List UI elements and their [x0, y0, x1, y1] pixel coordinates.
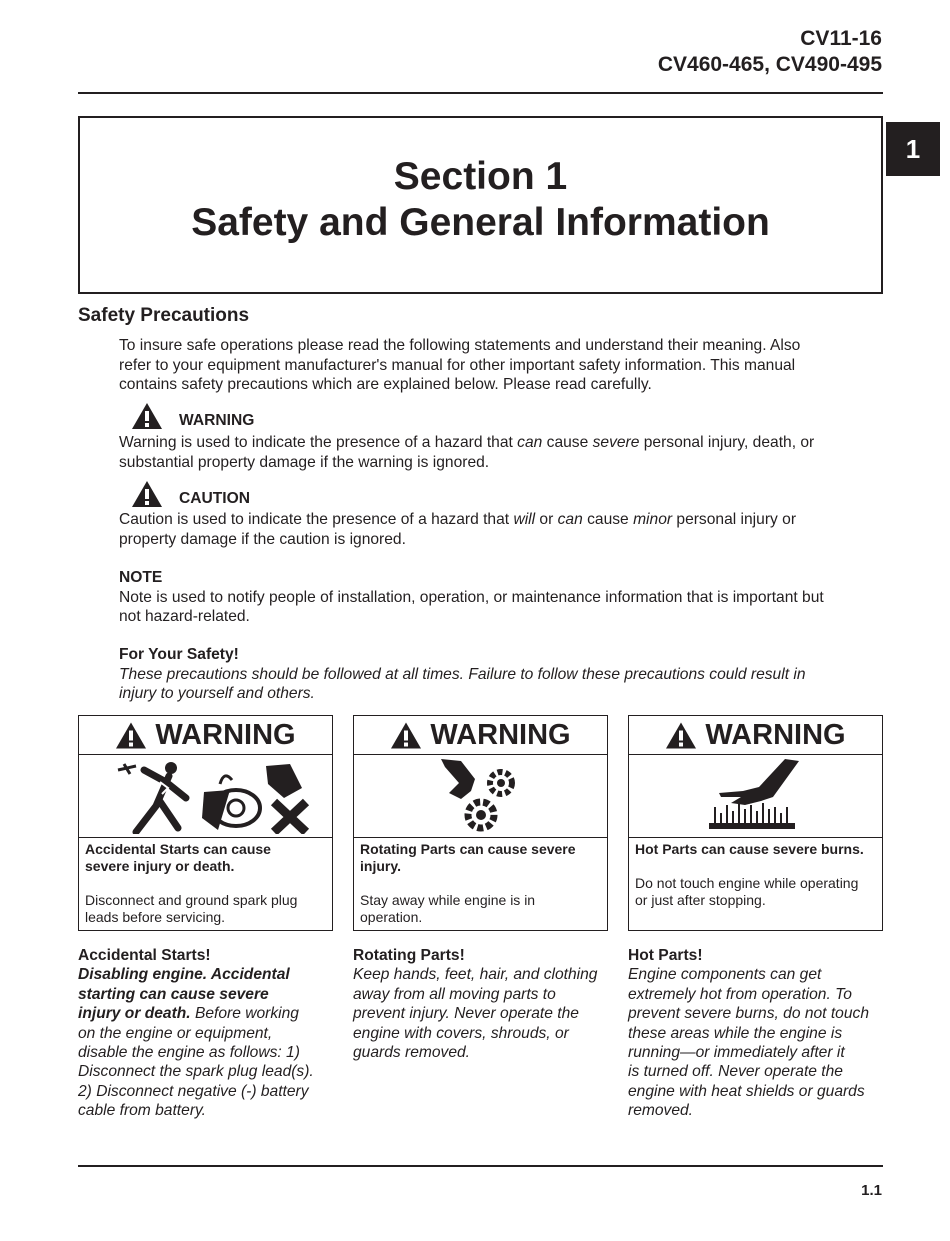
caution-triangle-icon [131, 480, 163, 508]
card-line: or just after stopping. [635, 892, 766, 908]
column-line: prevent injury. Never operate the [353, 1005, 579, 1023]
column-line: is turned off. Never operate the [628, 1063, 843, 1081]
card-text [629, 838, 882, 912]
column-line: engine with heat shields or guards [628, 1082, 865, 1100]
column-line: Keep hands, feet, hair, and clothing [353, 966, 598, 984]
warning-definition [119, 433, 859, 472]
title-box [78, 116, 883, 294]
header-rule [78, 92, 883, 94]
text: will [513, 511, 536, 528]
card-pictogram [79, 755, 332, 838]
warning-triangle-icon [665, 721, 697, 750]
accidental-start-icon [96, 758, 316, 834]
model-line-2: CV460-465, CV490-495 [657, 53, 882, 76]
card-header-text: WARNING [155, 718, 296, 751]
caution-definition [119, 510, 859, 549]
card-bold-line: Hot Parts can cause severe burns. [635, 841, 864, 857]
warning-triangle-icon [390, 721, 422, 750]
intro-paragraph [119, 336, 859, 395]
column-line: engine with covers, shrouds, or [353, 1024, 569, 1042]
text: Warning is used to indicate the presence of a hazard that [119, 434, 518, 451]
note-label: NOTE [119, 569, 163, 586]
text: personal injury or [672, 511, 797, 528]
fys-label: For Your Safety! [119, 646, 239, 663]
model-line-1: CV11-16 [800, 27, 882, 50]
hot-parts-icon [701, 757, 811, 835]
column-line: on the engine or equipment, [78, 1024, 273, 1042]
text: injury to yourself and others. [119, 685, 315, 702]
note-definition [119, 568, 859, 627]
model-numbers [658, 26, 882, 78]
card-line: Do not touch engine while operating [635, 875, 859, 891]
column-line: starting can cause severe [78, 985, 269, 1003]
text: minor [633, 511, 673, 528]
section-title: Safety and General Information [191, 201, 770, 244]
intro-line: contains safety precautions which are explained below. Please read carefully. [119, 376, 652, 393]
intro-line: To insure safe operations please read the following statements and understand their meaning. Also [119, 337, 801, 354]
column-line: removed. [628, 1102, 694, 1120]
warning-card-accidental-starts [78, 715, 333, 931]
column-heading: Hot Parts! [628, 947, 703, 964]
text: cause [542, 434, 593, 451]
column-line: Disabling engine. Accidental [78, 966, 290, 984]
text: Note is used to notify people of installation, operation, or maintenance information that is important but [119, 588, 824, 606]
column-line: extremely hot from operation. To [628, 985, 852, 1003]
column-line: Disconnect the spark plug lead(s). [78, 1063, 314, 1081]
page-number: 1.1 [861, 1182, 882, 1199]
text: Caution is used to indicate the presence of a hazard that [119, 511, 514, 528]
section-tab: 1 [886, 122, 940, 176]
column-line: Before working [190, 1005, 299, 1023]
column-line: Engine components can get [628, 966, 822, 984]
card-line: leads before servicing. [85, 909, 226, 925]
card-header [354, 716, 607, 755]
warning-label-row [131, 402, 254, 430]
caution-label-row [131, 480, 250, 508]
text: These precautions should be followed at all times. Failure to follow these precautions could result in [119, 665, 806, 683]
card-line: Stay away while engine is in [360, 892, 536, 908]
card-bold-line: Rotating Parts can cause severe [360, 841, 576, 857]
text: severe [592, 434, 640, 451]
warning-card-rotating-parts [353, 715, 608, 931]
column-line: guards removed. [353, 1044, 471, 1062]
safety-heading: Safety Precautions [78, 305, 250, 326]
text: cause [582, 511, 634, 528]
column-line: prevent severe burns, do not touch [628, 1005, 869, 1023]
text: property damage if the caution is ignored. [119, 530, 406, 548]
warning-triangle-icon [115, 721, 147, 750]
warning-triangle-icon [131, 402, 163, 430]
card-bold-line: injury. [360, 858, 401, 874]
column-line: 2) Disconnect negative (-) battery [78, 1082, 309, 1100]
text: personal injury, death, or [639, 434, 815, 451]
column-line: away from all moving parts to [353, 985, 556, 1003]
column-line: these areas while the engine is [628, 1024, 843, 1042]
warning-card-hot-parts [628, 715, 883, 931]
column-line: running—or immediately after it [628, 1044, 845, 1062]
card-header-text: WARNING [705, 718, 846, 751]
column-line: cable from battery. [78, 1102, 206, 1120]
accidental-starts-column [78, 946, 336, 1121]
intro-line: refer to your equipment manufacturer's manual for other important safety information. This manual [119, 356, 796, 374]
card-line: Disconnect and ground spark plug [85, 892, 298, 908]
card-header [629, 716, 882, 755]
caution-label: CAUTION [179, 490, 251, 507]
card-line: operation. [360, 909, 423, 925]
rotating-parts-column [353, 946, 611, 1062]
column-heading: Accidental Starts! [78, 947, 211, 964]
card-pictogram [629, 755, 882, 838]
text: not hazard-related. [119, 608, 250, 625]
card-header [79, 716, 332, 755]
text: or [535, 511, 558, 528]
card-bold-line: severe injury or death. [85, 858, 235, 874]
for-your-safety [119, 645, 859, 704]
text: can [557, 511, 583, 528]
card-text [354, 838, 607, 929]
card-header-text: WARNING [430, 718, 571, 751]
card-pictogram [354, 755, 607, 838]
card-bold-line: Accidental Starts can cause [85, 841, 271, 857]
column-line: disable the engine as follows: 1) [78, 1044, 300, 1062]
text: substantial property damage if the warning is ignored. [119, 453, 490, 471]
section-number: Section 1 [393, 155, 568, 198]
text: can [517, 434, 543, 451]
column-heading: Rotating Parts! [353, 947, 465, 964]
column-line: injury or death. [78, 1005, 191, 1023]
rotating-parts-icon [431, 757, 531, 835]
footer-rule [78, 1165, 883, 1167]
warning-label: WARNING [179, 412, 255, 429]
hot-parts-column [628, 946, 886, 1121]
card-text [79, 838, 332, 929]
